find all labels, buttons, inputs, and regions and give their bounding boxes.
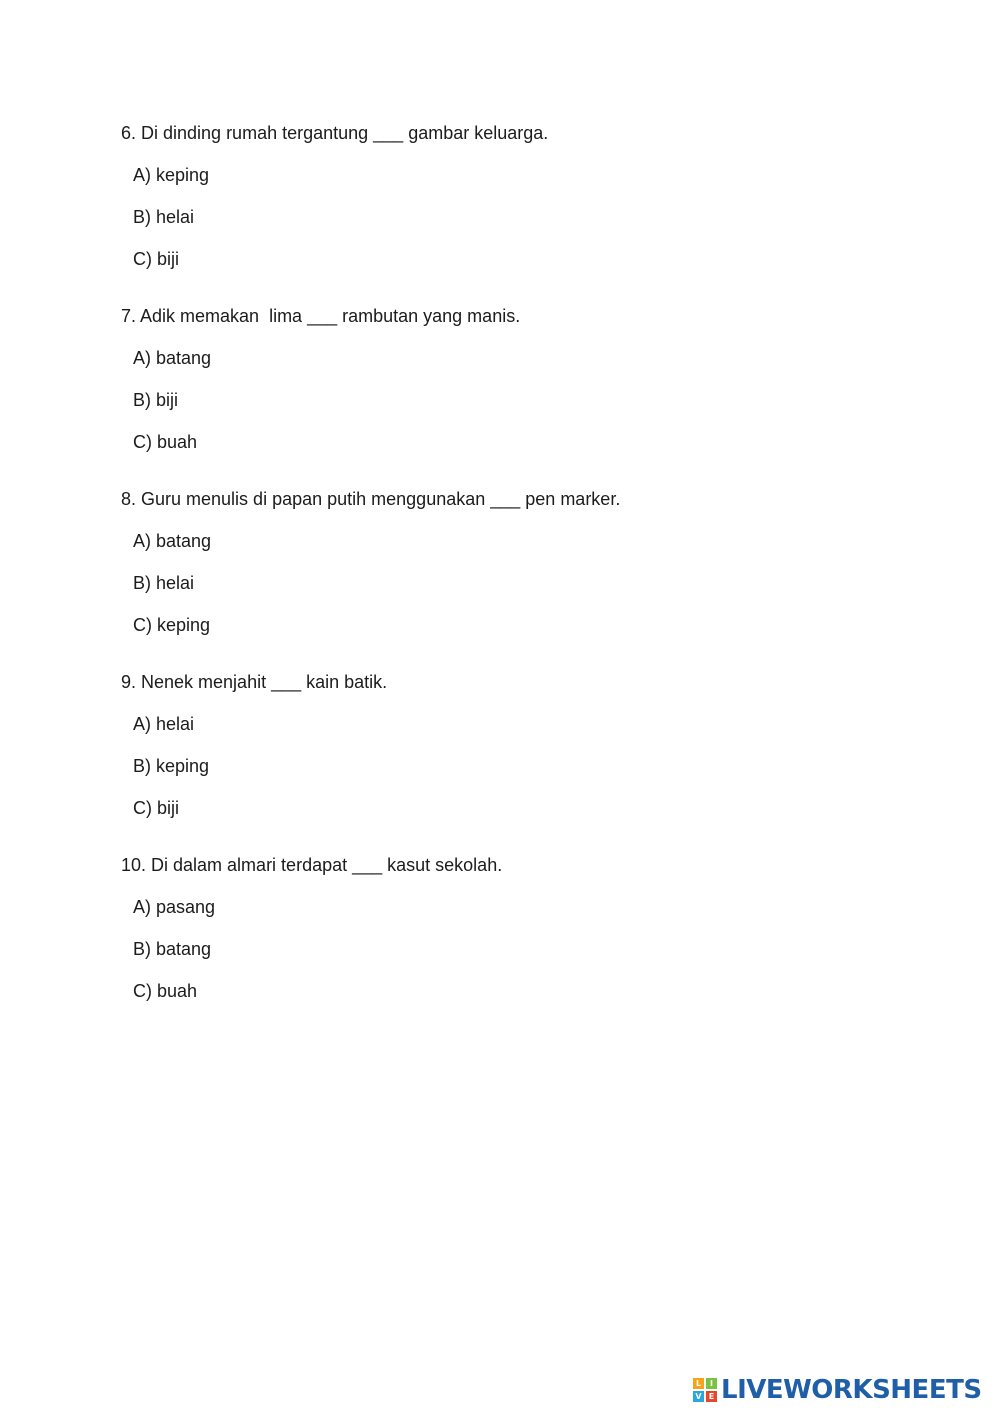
question-text: 10. Di dalam almari terdapat ___ kasut sekolah. (121, 855, 503, 875)
option-a[interactable]: A) batang (133, 531, 212, 551)
option-b[interactable]: B) helai (133, 573, 195, 593)
logo-letter-e: E (706, 1391, 717, 1402)
liveworksheets-logo (693, 1372, 982, 1408)
question-text: 8. Guru menulis di papan putih menggunakan ___ pen marker. (121, 489, 621, 509)
option-a[interactable]: A) keping (133, 165, 210, 185)
question-8 (121, 486, 921, 638)
logo-letter-l: L (693, 1378, 704, 1389)
brand-name: LIVEWORKSHEETS (721, 1375, 982, 1405)
logo-letter-i: I (706, 1378, 717, 1389)
question-text: 6. Di dinding rumah tergantung ___ gambar keluarga. (121, 123, 549, 143)
question-7 (121, 303, 921, 455)
question-10 (121, 852, 921, 1004)
question-9 (121, 669, 921, 821)
option-c[interactable]: C) buah (133, 432, 198, 452)
option-c[interactable]: C) biji (133, 798, 180, 818)
option-a[interactable]: A) pasang (133, 897, 216, 917)
option-b[interactable]: B) batang (133, 939, 212, 959)
question-text: 7. Adik memakan lima ___ rambutan yang manis. (121, 306, 521, 326)
logo-letter-v: V (693, 1391, 704, 1402)
option-a[interactable]: A) batang (133, 348, 212, 368)
question-text: 9. Nenek menjahit ___ kain batik. (121, 672, 388, 692)
question-6 (121, 120, 921, 272)
option-c[interactable]: C) keping (133, 615, 211, 635)
option-b[interactable]: B) biji (133, 390, 179, 410)
option-c[interactable]: C) buah (133, 981, 198, 1001)
option-c[interactable]: C) biji (133, 249, 180, 269)
logo-icon (693, 1378, 717, 1402)
worksheet (121, 120, 921, 1035)
option-b[interactable]: B) keping (133, 756, 210, 776)
option-a[interactable]: A) helai (133, 714, 195, 734)
option-b[interactable]: B) helai (133, 207, 195, 227)
